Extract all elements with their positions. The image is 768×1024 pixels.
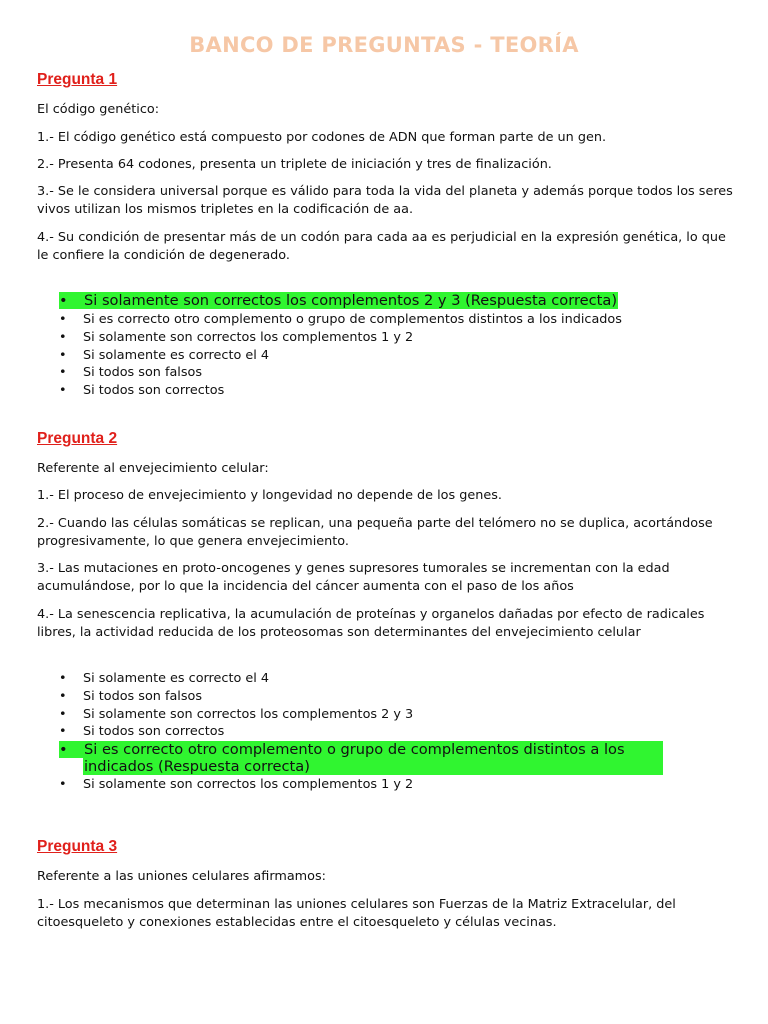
bullet-icon: • [59, 671, 67, 686]
bullet-icon: • [59, 707, 67, 722]
bullet-icon: • [59, 724, 67, 739]
question-3-intro: Referente a las uniones celulares afirmamos: [37, 869, 326, 884]
option-text: Si todos son falsos [83, 689, 203, 704]
question-2-statement-1: 1.- El proceso de envejecimiento y longevidad no depende de los genes. [37, 488, 502, 503]
question-2-statement-3: 3.- Las mutaciones en proto-oncogenes y genes supresores tumorales se incrementan con la edad acumulándose, por lo que la incidencia del cáncer aumenta con el paso de los años [37, 561, 670, 594]
document-title: BANCO DE PREGUNTAS - TEORÍA [189, 33, 579, 57]
bullet-icon: • [59, 777, 67, 792]
option-text: Si todos son correctos [83, 724, 225, 739]
option-text: Si todos son falsos [83, 365, 203, 380]
question-1-heading: Pregunta 1 [37, 71, 118, 88]
option-text: Si es correcto otro complemento o grupo de complementos distintos a los indicados [83, 312, 622, 327]
question-1-statement-4: 4.- Su condición de presentar más de un codón para cada aa es perjudicial en la expresión genética, lo que le confiere la condición de degenerado. [37, 230, 726, 263]
question-1-intro: El código genético: [37, 102, 160, 117]
option-text: Si solamente son correctos los complementos 2 y 3 [83, 707, 414, 722]
option-text: Si solamente son correctos los complementos 1 y 2 [83, 777, 414, 792]
bullet-icon: • [59, 330, 67, 345]
question-3-heading: Pregunta 3 [37, 838, 118, 855]
bullet-icon: • [59, 689, 67, 704]
option-text: Si solamente es correcto el 4 [83, 348, 269, 363]
question-2-intro: Referente al envejecimiento celular: [37, 461, 269, 476]
bullet-icon: • [59, 365, 67, 380]
option-text-correct: Si es correcto otro complemento o grupo de complementos distintos a los indicados (Respuesta correcta) [83, 741, 663, 775]
bullet-icon: • [59, 348, 67, 363]
option-text: Si solamente son correctos los complementos 1 y 2 [83, 330, 414, 345]
bullet-icon: • [59, 383, 67, 398]
option-text-correct: Si solamente son correctos los complementos 2 y 3 (Respuesta correcta) [84, 292, 618, 309]
question-2-heading: Pregunta 2 [37, 430, 118, 447]
question-1-statement-1: 1.- El código genético está compuesto por codones de ADN que forman parte de un gen. [37, 130, 607, 145]
option-text: Si solamente es correcto el 4 [83, 671, 269, 686]
bullet-icon: • [59, 292, 83, 309]
option-text: Si todos son correctos [83, 383, 225, 398]
bullet-icon: • [59, 312, 67, 327]
question-2-statement-2: 2.- Cuando las células somáticas se replican, una pequeña parte del telómero no se duplica, acortándose progresivamente, lo que genera envejecimiento. [37, 516, 713, 549]
question-2-statement-4: 4.- La senescencia replicativa, la acumulación de proteínas y organelos dañadas por efecto de radicales libres, la actividad reducida de los proteosomas son determinantes del envejecimiento celular [37, 607, 705, 640]
question-1-statement-2: 2.- Presenta 64 codones, presenta un triplete de iniciación y tres de finalización. [37, 157, 552, 172]
bullet-icon: • [59, 741, 83, 758]
question-3-statement-1: 1.- Los mecanismos que determinan las uniones celulares son Fuerzas de la Matriz Extracelular, del citoesqueleto y conexiones establecidas entre el citoesqueleto y células vecinas. [37, 897, 676, 930]
question-1-statement-3: 3.- Se le considera universal porque es válido para toda la vida del planeta y además porque todos los seres vivos utilizan los mismos tripletes en la codificación de aa. [37, 184, 733, 217]
